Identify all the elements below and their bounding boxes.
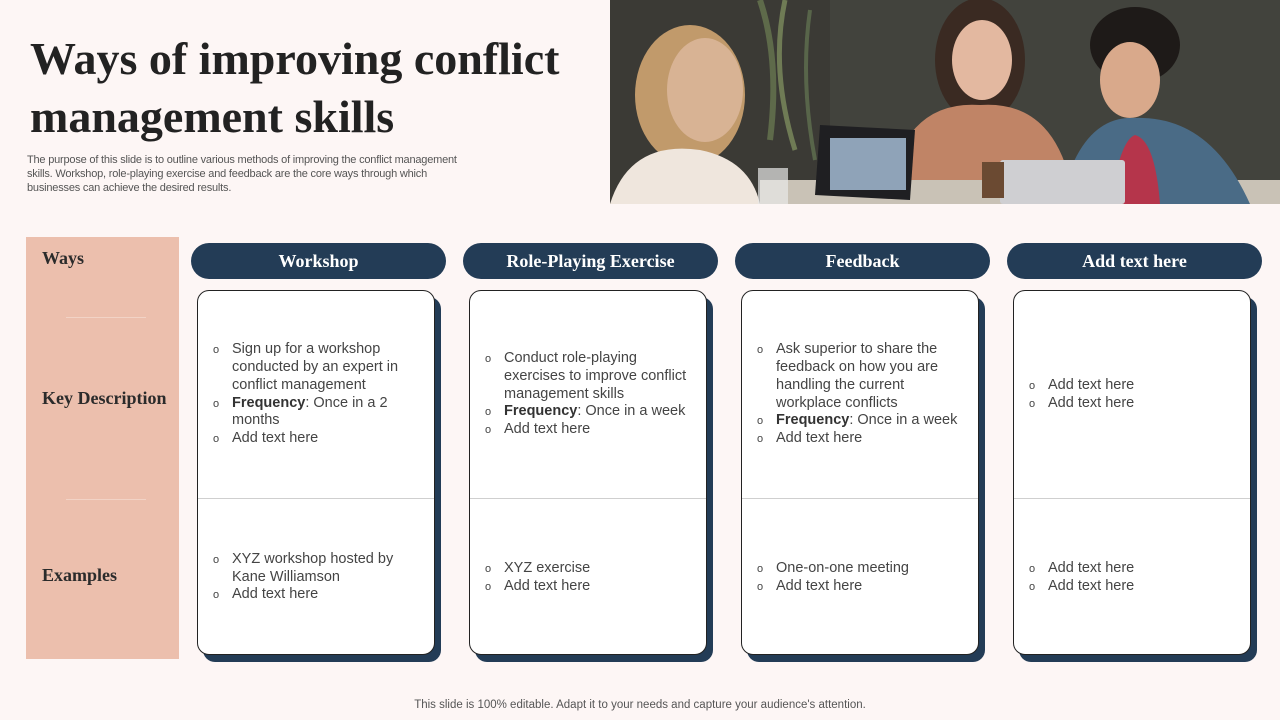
list-item: o Ask superior to share the feedback on how you are handling the current workplace conflicts: [756, 341, 968, 412]
card-workshop: [197, 290, 435, 655]
column-header-feedback: Feedback: [735, 243, 990, 279]
row-separator: [66, 317, 146, 318]
card-feedback: [741, 290, 979, 655]
list-item: o Add text here: [1028, 395, 1134, 413]
team-meeting-photo: [610, 0, 1280, 204]
list-item: o Sign up for a workshop conducted by an expert in conflict management: [212, 341, 424, 394]
row-label-examples: Examples: [42, 565, 118, 585]
row-separator: [66, 499, 146, 500]
frequency-label: Frequency: [232, 394, 306, 411]
row-labels-column: [26, 237, 179, 659]
list-item: o Add text here: [212, 430, 424, 448]
examples-cell: [1028, 499, 1240, 655]
list-item: o Add text here: [484, 578, 590, 596]
row-label-key-description: Key Description: [42, 388, 167, 408]
slide-title: Ways of improving conflict management skills: [30, 33, 560, 142]
examples-cell: [756, 499, 968, 655]
frequency-label: Frequency: [504, 403, 578, 420]
list-item: o Frequency: Once in a week: [484, 403, 696, 421]
card-add-text: [1013, 290, 1251, 655]
key-description-cell: [484, 291, 696, 498]
list-item: o Add text here: [756, 430, 968, 448]
key-description-cell: [1028, 291, 1240, 498]
card-role-playing: [469, 290, 707, 655]
footer-note: This slide is 100% editable. Adapt it to your needs and capture your audience's attention.: [414, 699, 866, 711]
examples-cell: [484, 499, 696, 655]
frequency-label: Frequency: [776, 412, 850, 429]
examples-cell: [212, 499, 424, 655]
column-header-role-playing: Role-Playing Exercise: [463, 243, 718, 279]
list-item: o Add text here: [1028, 578, 1134, 596]
list-item: o Add text here: [484, 421, 696, 439]
column-header-workshop: Workshop: [191, 243, 446, 279]
list-item: o Add text here: [756, 578, 909, 596]
row-label-ways: Ways: [42, 248, 85, 268]
list-item: o XYZ workshop hosted by Kane Williamson: [212, 551, 424, 586]
list-item: o Add text here: [1028, 377, 1134, 395]
list-item: o Conduct role-playing exercises to improve conflict management skills: [484, 350, 696, 403]
key-description-cell: [756, 291, 968, 498]
list-item: o Frequency: Once in a 2 months: [212, 395, 424, 430]
list-item: o One-on-one meeting: [756, 560, 909, 578]
list-item: o XYZ exercise: [484, 560, 590, 578]
list-item: o Add text here: [212, 586, 424, 604]
column-header-add-text: Add text here: [1007, 243, 1262, 279]
key-description-cell: [212, 291, 424, 498]
slide-subtitle: The purpose of this slide is to outline various methods of improving the conflict management skills. Workshop, role-playing exercise and feedback are the core ways through which businesses can achieve the desired results.: [27, 154, 457, 194]
list-item: o Add text here: [1028, 560, 1134, 578]
list-item: o Frequency: Once in a week: [756, 412, 968, 430]
